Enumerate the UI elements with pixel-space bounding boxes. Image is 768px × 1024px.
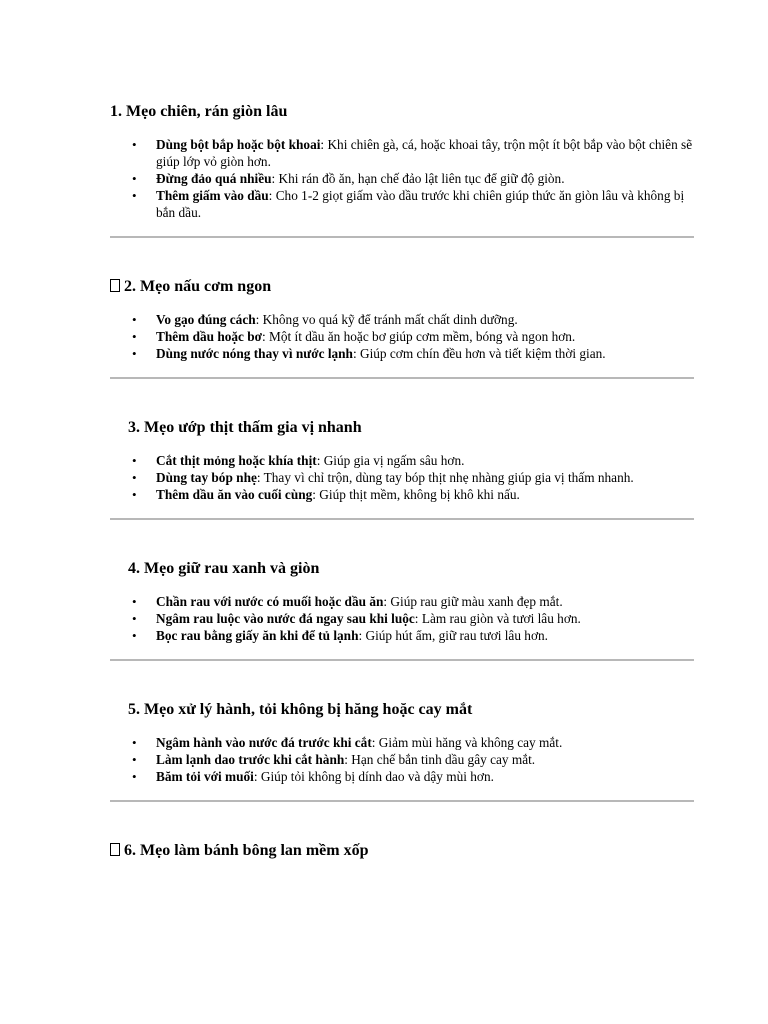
tip-term: Đừng đảo quá nhiều: [156, 171, 272, 186]
missing-glyph-icon: [110, 279, 120, 292]
tip-desc: : Khi rán đồ ăn, hạn chế đảo lật liên tục để giữ độ giòn.: [271, 171, 565, 186]
tip-term: Dùng tay bóp nhẹ: [156, 470, 257, 485]
tip-term: Bọc rau bằng giấy ăn khi để tủ lạnh: [156, 628, 359, 643]
list-item: [156, 751, 694, 768]
list-item: [156, 768, 694, 785]
section-sponge-cake-tips: [110, 841, 694, 861]
tip-term: Thêm giấm vào dầu: [156, 188, 269, 203]
document-content: [110, 102, 694, 861]
tip-desc: : Giúp cơm chín đều hơn và tiết kiệm thời gian.: [352, 346, 606, 361]
section-marinade-tips: [110, 418, 694, 520]
tips-list: [110, 452, 694, 503]
tip-desc: : Giúp hút ẩm, giữ rau tươi lâu hơn.: [358, 628, 548, 643]
tip-desc: : Thay vì chỉ trộn, dùng tay bóp thịt nhẹ nhàng giúp gia vị thấm nhanh.: [256, 470, 634, 485]
tip-desc: : Cho 1-2 giọt giấm vào dầu trước khi chiên giúp thức ăn giòn lâu và không bị bắn dầu.: [156, 188, 685, 220]
section-onion-garlic-tips: [110, 700, 694, 802]
section-title: 6. Mẹo làm bánh bông lan mềm xốp: [124, 842, 369, 859]
tip-term: Dùng nước nóng thay vì nước lạnh: [156, 346, 353, 361]
section-divider: [110, 800, 694, 802]
section-title: 5. Mẹo xử lý hành, tỏi không bị hăng hoặc cay mắt: [128, 701, 473, 718]
section-heading: [110, 418, 694, 438]
tip-desc: : Giúp thịt mềm, không bị khô khi nấu.: [312, 487, 520, 502]
tip-term: Chần rau với nước có muối hoặc dầu ăn: [156, 594, 384, 609]
list-item: [156, 345, 694, 362]
section-title: 1. Mẹo chiên, rán giòn lâu: [110, 103, 288, 120]
section-heading: [110, 277, 694, 297]
tips-list: [110, 734, 694, 785]
tip-term: Dùng bột bắp hoặc bột khoai: [156, 137, 321, 152]
tip-desc: : Giúp rau giữ màu xanh đẹp mắt.: [383, 594, 563, 609]
missing-glyph-icon: [110, 843, 120, 856]
tip-term: Cắt thịt mỏng hoặc khía thịt: [156, 453, 317, 468]
section-vegetable-tips: [110, 559, 694, 661]
section-heading: [110, 841, 694, 861]
tip-desc: : Một ít dầu ăn hoặc bơ giúp cơm mềm, bóng và ngon hơn.: [262, 329, 576, 344]
section-divider: [110, 659, 694, 661]
list-item: [156, 593, 694, 610]
section-heading: [110, 102, 694, 122]
tip-desc: : Giảm mùi hăng và không cay mắt.: [371, 735, 563, 750]
section-title: 4. Mẹo giữ rau xanh và giòn: [128, 560, 320, 577]
tip-term: Thêm dầu hoặc bơ: [156, 329, 263, 344]
tip-desc: : Khi chiên gà, cá, hoặc khoai tây, trộn một ít bột bắp vào bột chiên sẽ giúp lớp vỏ giòn hơn.: [156, 137, 693, 169]
list-item: [156, 627, 694, 644]
tip-term: Ngâm rau luộc vào nước đá ngay sau khi luộc: [156, 611, 415, 626]
section-divider: [110, 377, 694, 379]
tip-term: Vo gạo đúng cách: [156, 312, 256, 327]
list-item: [156, 311, 694, 328]
list-item: [156, 610, 694, 627]
list-item: [156, 734, 694, 751]
section-heading: [110, 559, 694, 579]
tips-list: [110, 593, 694, 644]
section-heading: [110, 700, 694, 720]
tip-desc: : Giúp gia vị ngấm sâu hơn.: [316, 453, 465, 468]
list-item: [156, 486, 694, 503]
tip-term: Thêm dầu ăn vào cuối cùng: [156, 487, 313, 502]
tip-desc: : Làm rau giòn và tươi lâu hơn.: [414, 611, 581, 626]
section-title: 2. Mẹo nấu cơm ngon: [124, 278, 272, 295]
section-rice-tips: [110, 277, 694, 379]
tip-desc: : Hạn chế bắn tinh dầu gây cay mắt.: [344, 752, 536, 767]
list-item: [156, 452, 694, 469]
list-item: [156, 187, 694, 221]
tip-desc: : Không vo quá kỹ để tránh mất chất dinh dưỡng.: [255, 312, 518, 327]
list-item: [156, 469, 694, 486]
section-title: 3. Mẹo ướp thịt thấm gia vị nhanh: [128, 419, 362, 436]
section-divider: [110, 236, 694, 238]
tips-list: [110, 136, 694, 221]
tips-list: [110, 311, 694, 362]
tip-term: Làm lạnh dao trước khi cắt hành: [156, 752, 345, 767]
list-item: [156, 328, 694, 345]
section-divider: [110, 518, 694, 520]
tip-term: Ngâm hành vào nước đá trước khi cắt: [156, 735, 372, 750]
tip-term: Băm tỏi với muối: [156, 769, 254, 784]
tip-desc: : Giúp tỏi không bị dính dao và dậy mùi hơn.: [253, 769, 494, 784]
list-item: [156, 170, 694, 187]
list-item: [156, 136, 694, 170]
section-frying-tips: [110, 102, 694, 238]
